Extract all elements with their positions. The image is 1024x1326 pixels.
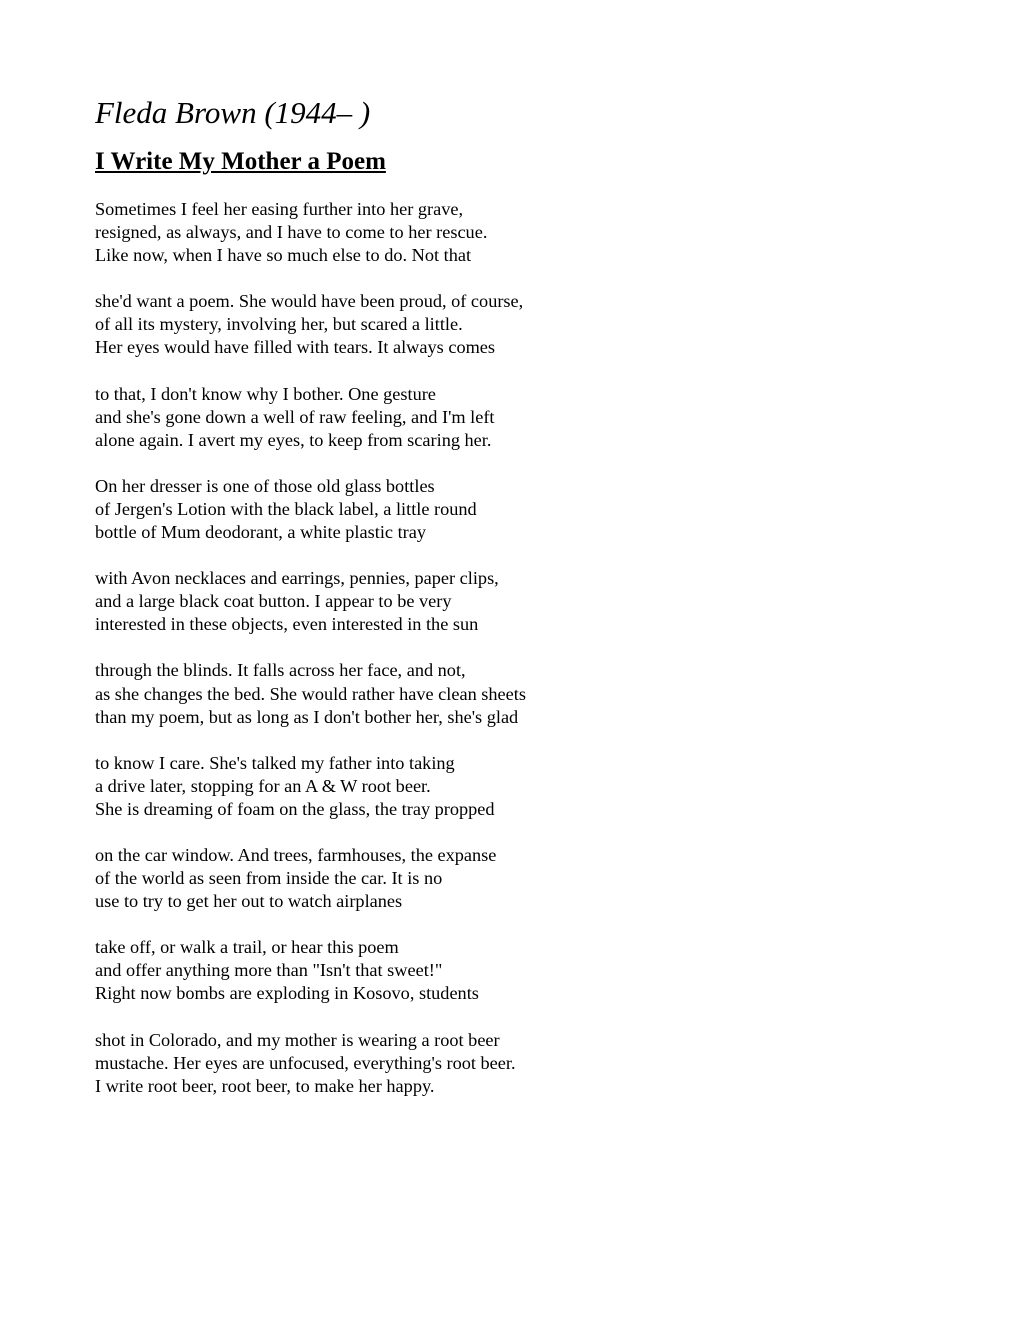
poem-title: I Write My Mother a Poem bbox=[95, 148, 386, 175]
poem-line: On her dresser is one of those old glass bottles bbox=[95, 475, 435, 496]
stanza bbox=[95, 936, 955, 1005]
poem-line: to that, I don't know why I bother. One gesture bbox=[95, 383, 436, 404]
poem-line: a drive later, stopping for an A & W root beer. bbox=[95, 775, 431, 796]
poem-line: and she's gone down a well of raw feeling, and I'm left bbox=[95, 406, 495, 427]
poem-line: to know I care. She's talked my father into taking bbox=[95, 752, 455, 773]
poem-line: than my poem, but as long as I don't bother her, she's glad bbox=[95, 706, 519, 727]
stanza bbox=[95, 844, 955, 913]
stanza bbox=[95, 198, 955, 267]
poem-line: I write root beer, root beer, to make her happy. bbox=[95, 1075, 435, 1096]
poem-line: and offer anything more than "Isn't that sweet!" bbox=[95, 960, 443, 981]
poem-line: Sometimes I feel her easing further into her grave, bbox=[95, 199, 464, 219]
poem-line: and a large black coat button. I appear to be very bbox=[95, 591, 452, 612]
poem-line: use to try to get her out to watch airplanes bbox=[95, 891, 403, 912]
stanza bbox=[95, 1029, 955, 1098]
poem-line: on the car window. And trees, farmhouses, the expanse bbox=[95, 844, 497, 865]
document-page bbox=[95, 92, 955, 1121]
author-heading: Fleda Brown (1944– ) bbox=[95, 95, 371, 130]
poem-line: shot in Colorado, and my mother is wearing a root beer bbox=[95, 1029, 500, 1050]
poem-line: Like now, when I have so much else to do. Not that bbox=[95, 245, 472, 266]
poem-line: with Avon necklaces and earrings, pennies, paper clips, bbox=[95, 568, 499, 589]
poem-body bbox=[95, 198, 955, 1098]
poem-line: mustache. Her eyes are unfocused, everything's root beer. bbox=[95, 1052, 516, 1073]
poem-line: take off, or walk a trail, or hear this poem bbox=[95, 937, 399, 958]
stanza bbox=[95, 475, 955, 544]
poem-line: bottle of Mum deodorant, a white plastic tray bbox=[95, 522, 427, 543]
poem-line: resigned, as always, and I have to come to her rescue. bbox=[95, 222, 488, 243]
stanza bbox=[95, 659, 955, 728]
poem-line: as she changes the bed. She would rather have clean sheets bbox=[95, 683, 526, 704]
stanza bbox=[95, 567, 955, 636]
poem-line: of all its mystery, involving her, but scared a little. bbox=[95, 314, 463, 335]
poem-line: Her eyes would have filled with tears. It always comes bbox=[95, 337, 496, 358]
poem-line: of the world as seen from inside the car. It is no bbox=[95, 868, 443, 889]
poem-line: she'd want a poem. She would have been proud, of course, bbox=[95, 291, 524, 312]
poem-line: Right now bombs are exploding in Kosovo, students bbox=[95, 983, 479, 1004]
poem-line: through the blinds. It falls across her face, and not, bbox=[95, 660, 466, 681]
poem-line: She is dreaming of foam on the glass, the tray propped bbox=[95, 798, 495, 819]
poem-line: interested in these objects, even interested in the sun bbox=[95, 614, 479, 635]
stanza bbox=[95, 383, 955, 452]
poem-line: of Jergen's Lotion with the black label, a little round bbox=[95, 498, 477, 519]
poem-line: alone again. I avert my eyes, to keep from scaring her. bbox=[95, 429, 492, 450]
stanza bbox=[95, 290, 955, 359]
stanza bbox=[95, 752, 955, 821]
